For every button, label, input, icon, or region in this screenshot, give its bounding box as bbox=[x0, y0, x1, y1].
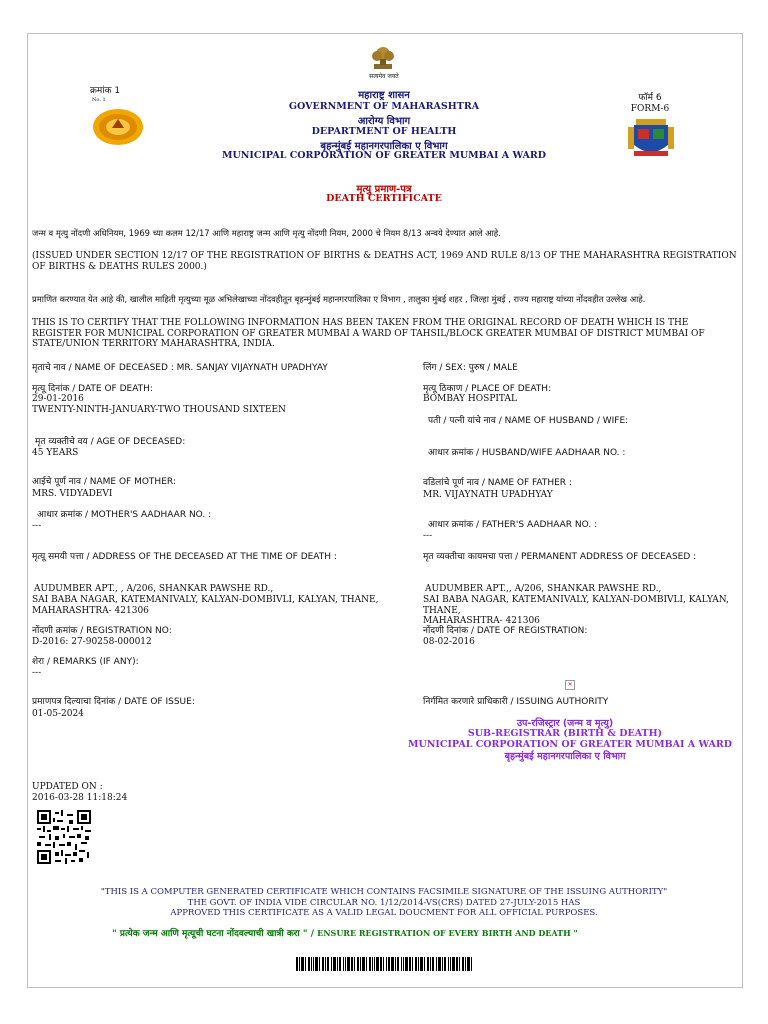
permanent-address-label: मृत व्यक्तीचा कायमचा पत्ता / PERMANENT ADDRESS OF DECEASED : bbox=[423, 552, 697, 562]
permanent-address-line-2: SAI BABA NAGAR, KATEMANIVALY, KALYAN-DOMBIVLI, KALYAN, bbox=[423, 595, 729, 605]
spouse-name-label: पती / पत्नी यांचे नाव / NAME OF HUSBAND / WIFE: bbox=[428, 416, 629, 426]
remarks-label: शेरा / REMARKS (IF ANY): bbox=[32, 657, 139, 667]
date-of-death-words: TWENTY-NINTH-JANUARY-TWO THOUSAND SIXTEEN bbox=[32, 405, 286, 415]
place-of-death-label: मृत्यू ठिकाण / PLACE OF DEATH: bbox=[423, 384, 552, 394]
corp-english: MUNICIPAL CORPORATION OF GREATER MUMBAI A WARD bbox=[221, 150, 547, 161]
form-marathi: फॉर्म 6 bbox=[638, 93, 662, 103]
dept-marathi: आरोग्य विभाग bbox=[357, 116, 411, 127]
updated-on-label: UPDATED ON : bbox=[32, 782, 103, 792]
intro-marathi-act: जन्म व मृत्यु नोंदणी अधिनियम, 1969 च्या कलम 12/17 आणि महाराष्ट्र जन्म आणि मृत्यु नोंदणी नियम, 2000 चे नियम 8/13 अन्वये देण्यात आले आहे. bbox=[32, 228, 501, 238]
form-english: FORM-6 bbox=[630, 104, 670, 114]
slogan-english: ENSURE REGISTRATION OF EVERY BIRTH AND DEATH " bbox=[317, 928, 578, 938]
father-aadhaar-value: --- bbox=[423, 531, 433, 541]
age-value: 45 YEARS bbox=[32, 448, 79, 458]
mother-name-value: MRS. VIDYADEVI bbox=[32, 489, 113, 499]
sex-field: लिंग / SEX: पुरुष / MALE bbox=[423, 363, 518, 373]
place-of-death-value: BOMBAY HOSPITAL bbox=[423, 394, 517, 404]
father-name-label: वडिलांचे पूर्ण नाव / NAME OF FATHER : bbox=[423, 478, 572, 488]
remarks-value: --- bbox=[32, 668, 42, 678]
intro-english-act: (ISSUED UNDER SECTION 12/17 OF THE REGISTRATION OF BIRTHS & DEATHS ACT, 1969 AND RULE 8/13 OF THE MAHARASHTRA REGISTRATION OF BIRTHS & DEATHS RULES 2000.) bbox=[32, 251, 737, 272]
authority-line-1: उप-रजिस्ट्रार (जन्म व मृत्यु) bbox=[516, 718, 614, 729]
serial-marathi: क्रमांक 1 bbox=[90, 86, 121, 96]
registration-date-label: नोंदणी दिनांक / DATE OF REGISTRATION: bbox=[423, 626, 588, 636]
address-label: मृत्यू समयी पत्ता / ADDRESS OF THE DECEASED AT THE TIME OF DEATH : bbox=[32, 552, 337, 562]
registration-date-value: 08-02-2016 bbox=[423, 637, 475, 647]
bmc-crest-icon bbox=[626, 115, 676, 159]
authority-line-4: बृहन्मुंबई महानगरपालिका ए विभाग bbox=[504, 751, 626, 762]
spouse-aadhaar-label: आधार क्रमांक / HUSBAND/WIFE AADHAAR NO. : bbox=[428, 448, 626, 458]
corp-marathi: बृहन्मुंबई महानगरपालिका ए विभाग bbox=[320, 141, 448, 152]
emblem-icon bbox=[368, 42, 398, 72]
serial-no: No. 1 bbox=[92, 97, 106, 103]
title-marathi: मृत्यु प्रमाण-पत्र bbox=[356, 184, 412, 195]
permanent-address-line-1: AUDUMBER APT.,, A/206, SHANKAR PAWSHE RD., bbox=[425, 584, 662, 594]
footer-line-1: "THIS IS A COMPUTER GENERATED CERTIFICATE WHICH CONTAINS FACSIMILE SIGNATURE OF THE ISSUING AUTHORITY" bbox=[100, 887, 668, 897]
intro-english-certify: THIS IS TO CERTIFY THAT THE FOLLOWING INFORMATION HAS BEEN TAKEN FROM THE ORIGINAL RECORD OF DEATH WHICH IS THE REGISTER FOR MUNICIPAL CORPORATION OF GREATER MUMBAI A WARD OF TAHSIL/BLOCK GREATER MUMBAI OF DISTRICT MUMBAI OF STATE/UNION TERRITORY MAHARASHTRA, INDIA. bbox=[32, 318, 705, 349]
father-aadhaar-label: आधार क्रमांक / FATHER'S AADHAAR NO. : bbox=[428, 520, 598, 530]
mother-aadhaar-value: --- bbox=[32, 521, 42, 531]
qr-code-icon bbox=[37, 810, 91, 864]
slogan-marathi: " प्रत्येक जन्म आणि मृत्यूची घटना नोंदवल्याची खात्री करा " / bbox=[112, 929, 314, 939]
govt-marathi: महाराष्ट्र शासन bbox=[358, 90, 410, 101]
date-of-death-label: मृत्यू दिनांक / DATE OF DEATH: bbox=[32, 384, 153, 394]
govt-english: GOVERNMENT OF MAHARASHTRA bbox=[288, 101, 480, 112]
dept-english: DEPARTMENT OF HEALTH bbox=[311, 126, 457, 137]
title-english: DEATH CERTIFICATE bbox=[326, 193, 442, 204]
address-line-3: MAHARASHTRA- 421306 bbox=[32, 606, 149, 616]
registration-no-value: D-2016: 27-90258-000012 bbox=[32, 637, 152, 647]
slogan bbox=[112, 927, 672, 940]
footer-line-3: APPROVED THIS CERTIFICATE AS A VALID LEGAL DOUCMENT FOR ALL OFFICIAL PURPOSES. bbox=[170, 908, 598, 918]
footer-line-2: THE GOVT. OF INDIA VIDE CIRCULAR NO. 1/12/2014-VS(CRS) DATED 27-JULY-2015 HAS bbox=[187, 898, 581, 908]
issuing-authority-label: निर्गमित करणारे प्राधिकारी / ISSUING AUTHORITY bbox=[423, 697, 609, 707]
permanent-address-line-3: THANE, bbox=[423, 606, 461, 616]
father-name-value: MR. VIJAYNATH UPADHYAY bbox=[423, 490, 553, 500]
date-of-death-value: 29-01-2016 bbox=[32, 394, 84, 404]
registration-no-label: नोंदणी क्रमांक / REGISTRATION NO: bbox=[32, 626, 172, 636]
age-label: मृत व्यक्तीचे वय / AGE OF DECEASED: bbox=[35, 437, 186, 447]
address-line-1: AUDUMBER APT., , A/206, SHANKAR PAWSHE RD., bbox=[34, 584, 274, 594]
updated-on-value: 2016-03-28 11:18:24 bbox=[32, 793, 128, 803]
permanent-address-line-4: MAHARASHTRA- 421306 bbox=[423, 616, 540, 626]
date-of-issue-value: 01-05-2024 bbox=[32, 709, 84, 719]
motto-text: सत्यमेव जयते bbox=[369, 73, 399, 80]
authority-line-3: MUNICIPAL CORPORATION OF GREATER MUMBAI A WARD bbox=[407, 739, 733, 750]
signature-image-icon: × bbox=[565, 680, 575, 690]
mother-name-label: आईचे पूर्ण नाव / NAME OF MOTHER: bbox=[32, 477, 176, 487]
maharashtra-seal-icon bbox=[92, 108, 144, 146]
mother-aadhaar-label: आधार क्रमांक / MOTHER'S AADHAAR NO. : bbox=[37, 510, 212, 520]
address-line-2: SAI BABA NAGAR, KATEMANIVALY, KALYAN-DOMBIVLI, KALYAN, THANE, bbox=[32, 595, 379, 605]
authority-line-2: SUB-REGISTRAR (BIRTH & DEATH) bbox=[467, 728, 663, 739]
deceased-name: मृताचे नाव / NAME OF DECEASED : MR. SANJAY VIJAYNATH UPADHYAY bbox=[32, 363, 328, 373]
intro-marathi-certify: प्रमाणित करण्यात येत आहे की, खालील माहिती मृत्युच्या मूळ अभिलेखाच्या नोंदवहीतून बृहन्मुंबई महानगरपालिका ए विभाग , तालुका मुंबई शहर , जिल्हा मुंबई , राज्य महाराष्ट्र यांच्या नोंदवहीत उल्लेख आहे. bbox=[32, 294, 646, 304]
barcode-icon bbox=[296, 956, 472, 970]
date-of-issue-label: प्रमाणपत्र दिल्याचा दिनांक / DATE OF ISSUE: bbox=[32, 697, 195, 707]
